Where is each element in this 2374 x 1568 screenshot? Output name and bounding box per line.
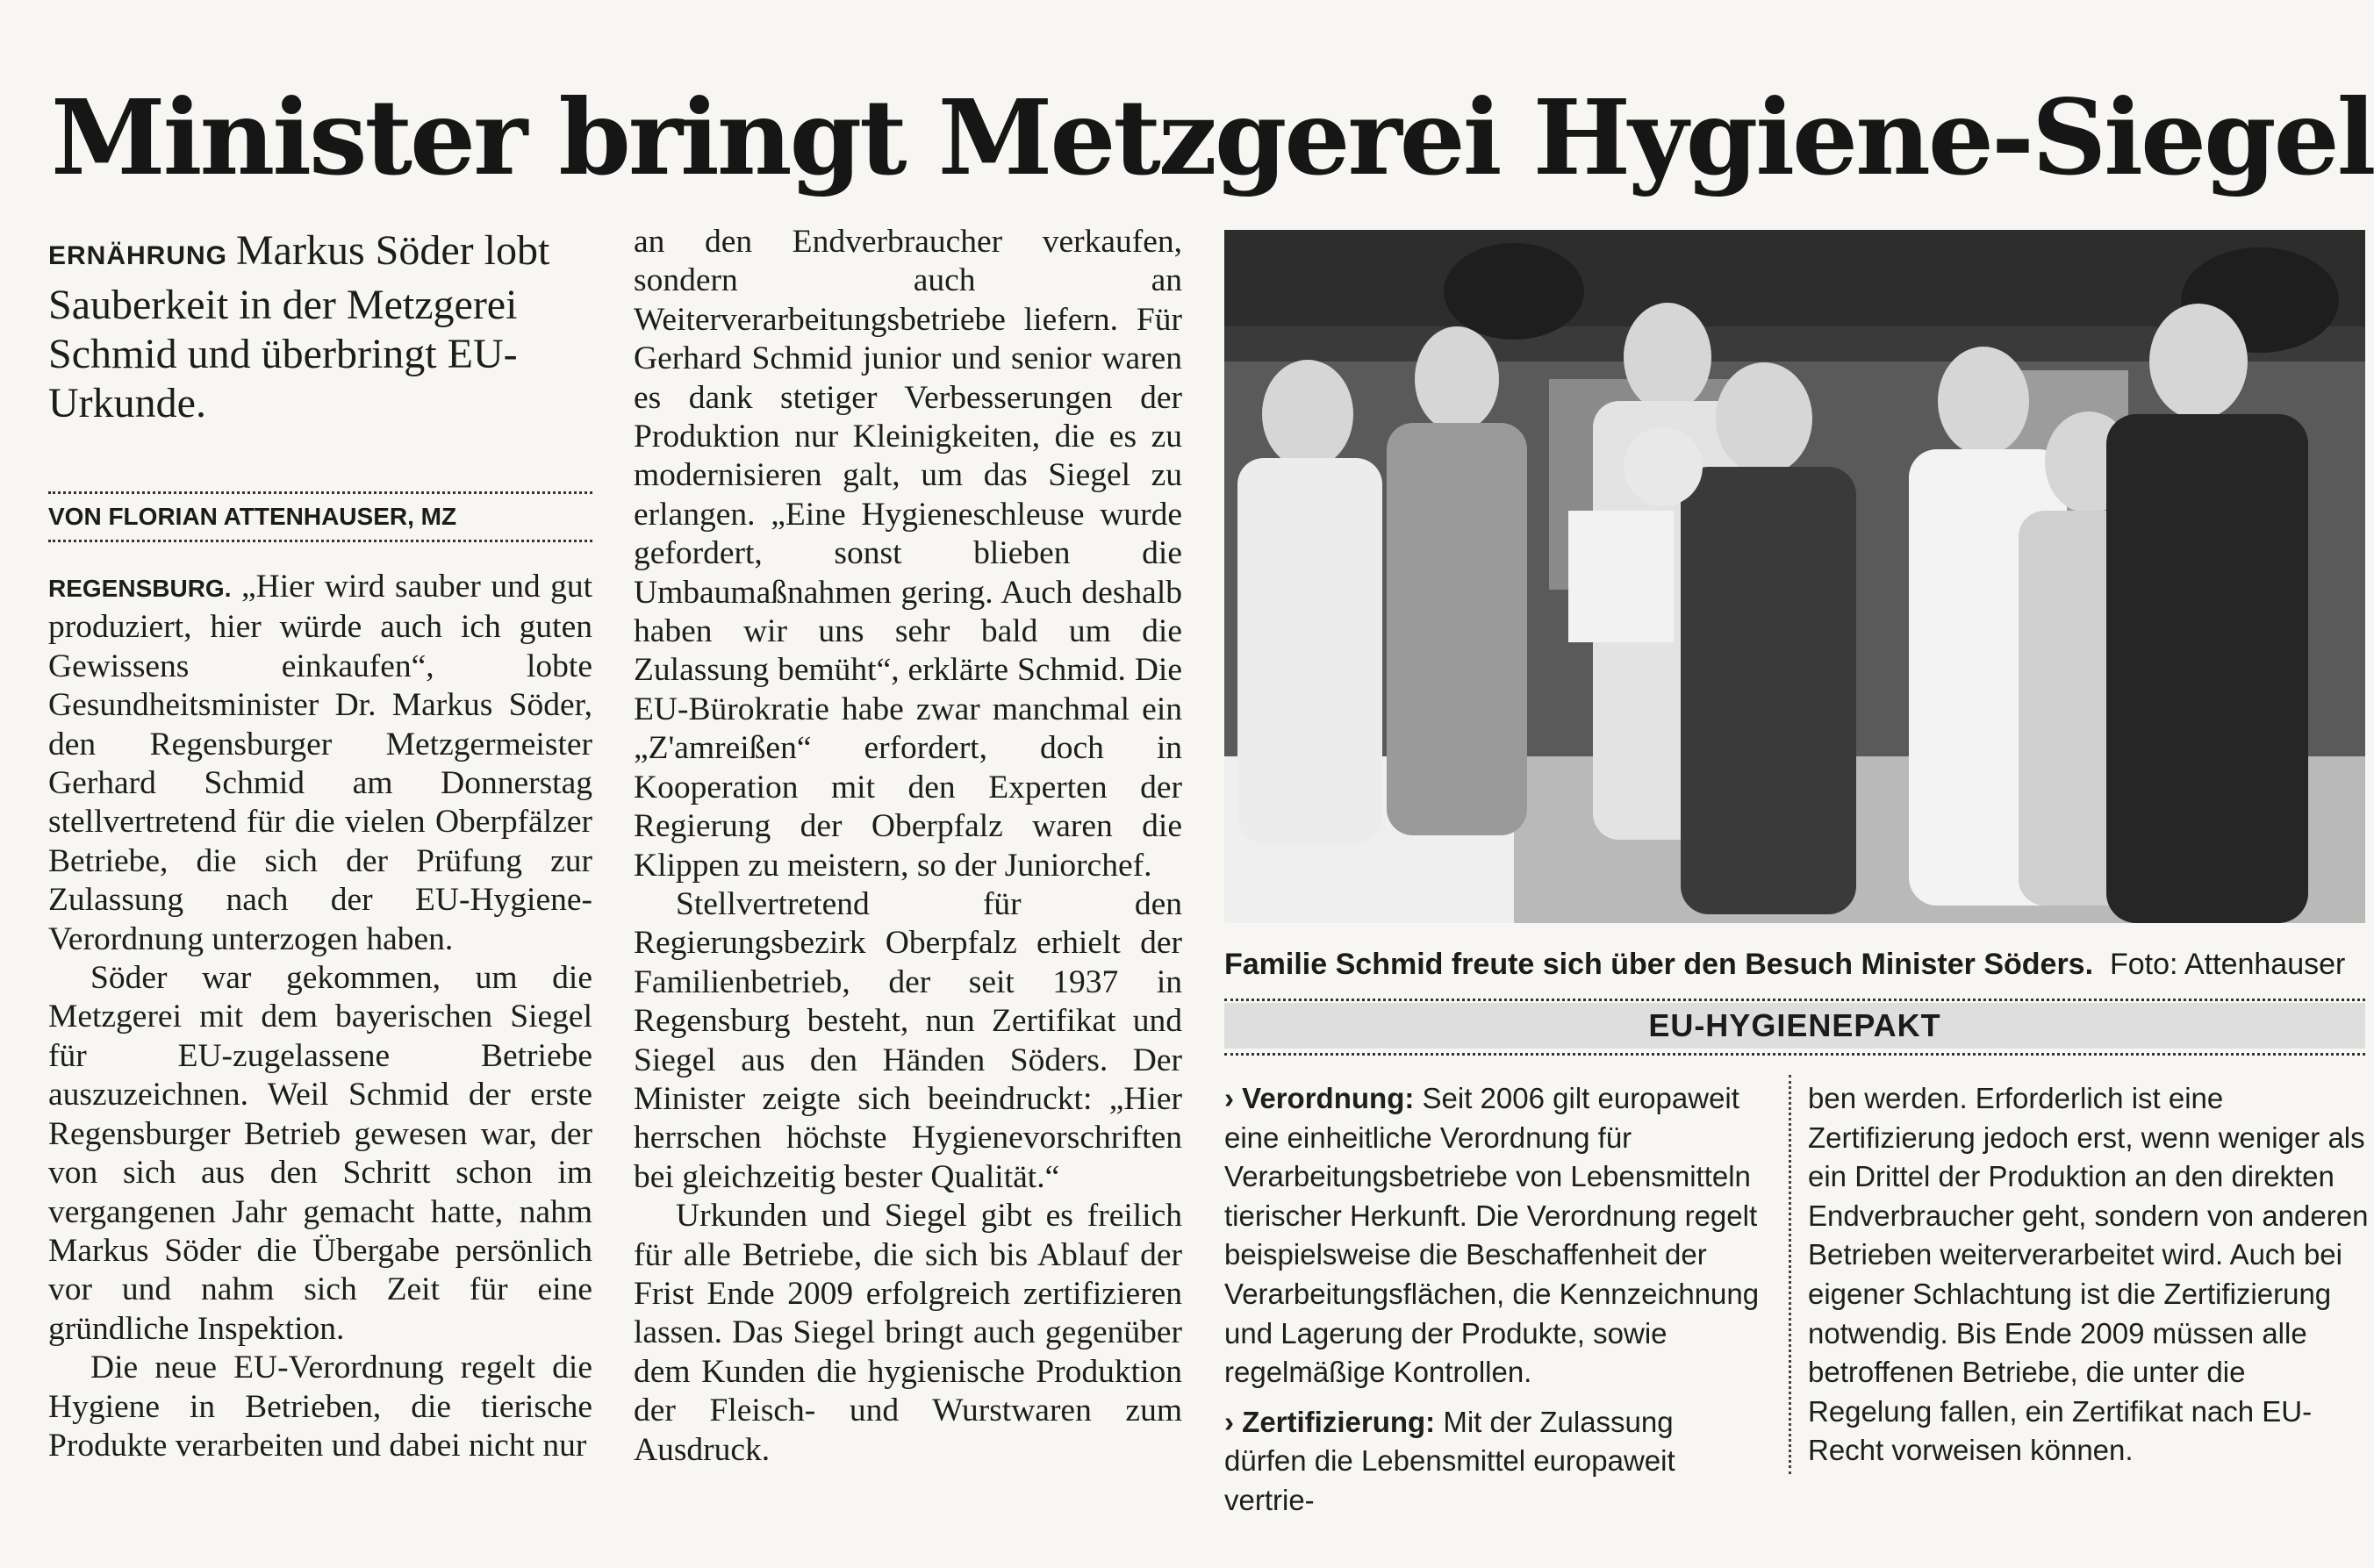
dateline-place: REGENSBURG. (48, 575, 232, 602)
sidebar-item-zertifizierung (1224, 1403, 1760, 1521)
caption-text: Familie Schmid freute sich über den Besuch Minister Söders. (1224, 948, 2094, 981)
sidebar-title: EU-HYGIENEPAKT (1224, 1003, 2365, 1049)
sidebar-keyword: Verordnung: (1242, 1082, 1415, 1114)
sidebar-divider (1789, 1075, 1791, 1474)
sidebar-text: Seit 2006 gilt europaweit eine einheitliche Verordnung für Verarbeitungsbetriebe von Lebensmitteln tierischer Herkunft. Die Verordnung regelt beispielsweise die Beschaffenheit der Verarbeitungsflächen, die Kennzeichnung und Lagerung der Produkte, sowie regelmäßige Kontrollen. (1224, 1082, 1760, 1389)
chevron-right-icon: › (1224, 1082, 1234, 1114)
paragraph-text: „Hier wird sauber und gut produziert, hier würde auch ich guten Gewissens einkaufen“, lobte Gesundheitsminister Dr. Markus Söder, den Regensburger Metzgermeister Gerhard Schmid am Donnerstag stellvertretend für die vielen Oberpfälzer Betriebe, die sich der Prüfung zur Zulassung nach der EU-Hygiene-Verordnung unterzogen haben. (48, 569, 592, 957)
sidebar-text: Mit der Zulassung dürfen die Lebensmittel europaweit vertrie- (1224, 1405, 1675, 1516)
sidebar-text: ben werden. Erforderlich ist eine Zertifizierung jedoch erst, wenn weniger als ein Drittel der Produktion an den direkten Endverbraucher geht, sondern von anderen Betrieben weiterverarbeitet wird. Auch bei eigener Schlachtung ist die Zertifizierung notwendig. Bis Ende 2009 müssen alle betroffenen Betriebe, die unter die Regelung fallen, ein Zertifikat nach EU-Recht vorweisen können. (1808, 1082, 2369, 1467)
lead-tag: ERNÄHRUNG (48, 241, 227, 270)
article-column-2 (634, 223, 1182, 1470)
sidebar-column-2 (1808, 1079, 2370, 1481)
photo-credit: Foto: Attenhauser (2109, 948, 2346, 981)
byline-rule-bottom (48, 540, 592, 542)
sidebar-column-1 (1224, 1079, 1760, 1531)
lead-text: Markus Söder lobt Sauberkeit in der Metzgerei Schmid und überbringt EU-Urkunde. (48, 227, 550, 426)
article-paragraph: Die neue EU-Verordnung regelt die Hygiene in Betrieben, die tierische Produkte verarbeiten und dabei nicht nur (48, 1350, 592, 1464)
sidebar-rule-bottom (1224, 1053, 2365, 1056)
chevron-right-icon: › (1224, 1405, 1234, 1438)
sidebar-item-verordnung (1224, 1079, 1760, 1393)
headline: Minister bringt Metzgerei Hygiene-Siegel (51, 76, 2374, 198)
photo-illustration (1224, 230, 2365, 923)
article-paragraph (48, 568, 592, 959)
article-column-1 (48, 568, 592, 1465)
article-paragraph: an den Endverbraucher verkaufen, sondern auch an Weiterverarbeitungsbetriebe liefern. Für Gerhard Schmid junior und senior waren es dank stetiger Verbesserungen der Produktion nur Kleinigkeiten, die es zu modernisieren galt, um das Siegel zu erlangen. „Eine Hygieneschleuse wurde gefordert, sonst blieben die Umbaumaßnahmen gering. Auch deshalb haben wir uns sehr bald um die Zulassung bemüht“, erklärte Schmid. Die EU-Bürokratie habe zwar manchmal ein „Z'amreißen“ erfordert, doch in Kooperation mit den Experten der Regierung der Oberpfalz waren die Klippen zu meistern, so der Juniorchef. (634, 224, 1182, 884)
news-photo (1224, 230, 2365, 923)
sidebar-keyword: Zertifizierung: (1242, 1405, 1436, 1438)
byline: VON FLORIAN ATTENHAUSER, MZ (48, 503, 457, 530)
article-paragraph: Urkunden und Siegel gibt es freilich für alle Betriebe, die sich bis Ablauf der Frist Ende 2009 erfolgreich zertifizieren lassen. Das Siegel bringt auch gegenüber dem Kunden die hygienische Produktion der Fleisch- und Wurstwaren zum Ausdruck. (634, 1198, 1182, 1468)
byline-rule-top (48, 491, 592, 494)
article-paragraph: Stellvertretend für den Regierungsbezirk Oberpfalz erhielt der Familienbetrieb, der seit 1937 in Regensburg besteht, nun Zertifikat und Siegel aus den Händen Söders. Der Minister zeigte sich beeindruckt: „Hier herrschen höchste Hygienevorschriften bei gleichzeitig bester Qualität.“ (634, 885, 1182, 1195)
lead-paragraph (48, 226, 619, 428)
article-paragraph: Söder war gekommen, um die Metzgerei mit dem bayerischen Siegel für EU-zugelassene Betriebe auszuzeichnen. Weil Schmid der erste Regensburger Betrieb gewesen war, der von sich aus den Schritt schon im vergangenen Jahr gemacht hatte, nahm Markus Söder die Übergabe persönlich vor und nahm sich Zeit für eine gründliche Inspektion. (48, 960, 592, 1347)
sidebar-rule-top (1224, 999, 2365, 1001)
photo-caption (1224, 948, 2374, 982)
